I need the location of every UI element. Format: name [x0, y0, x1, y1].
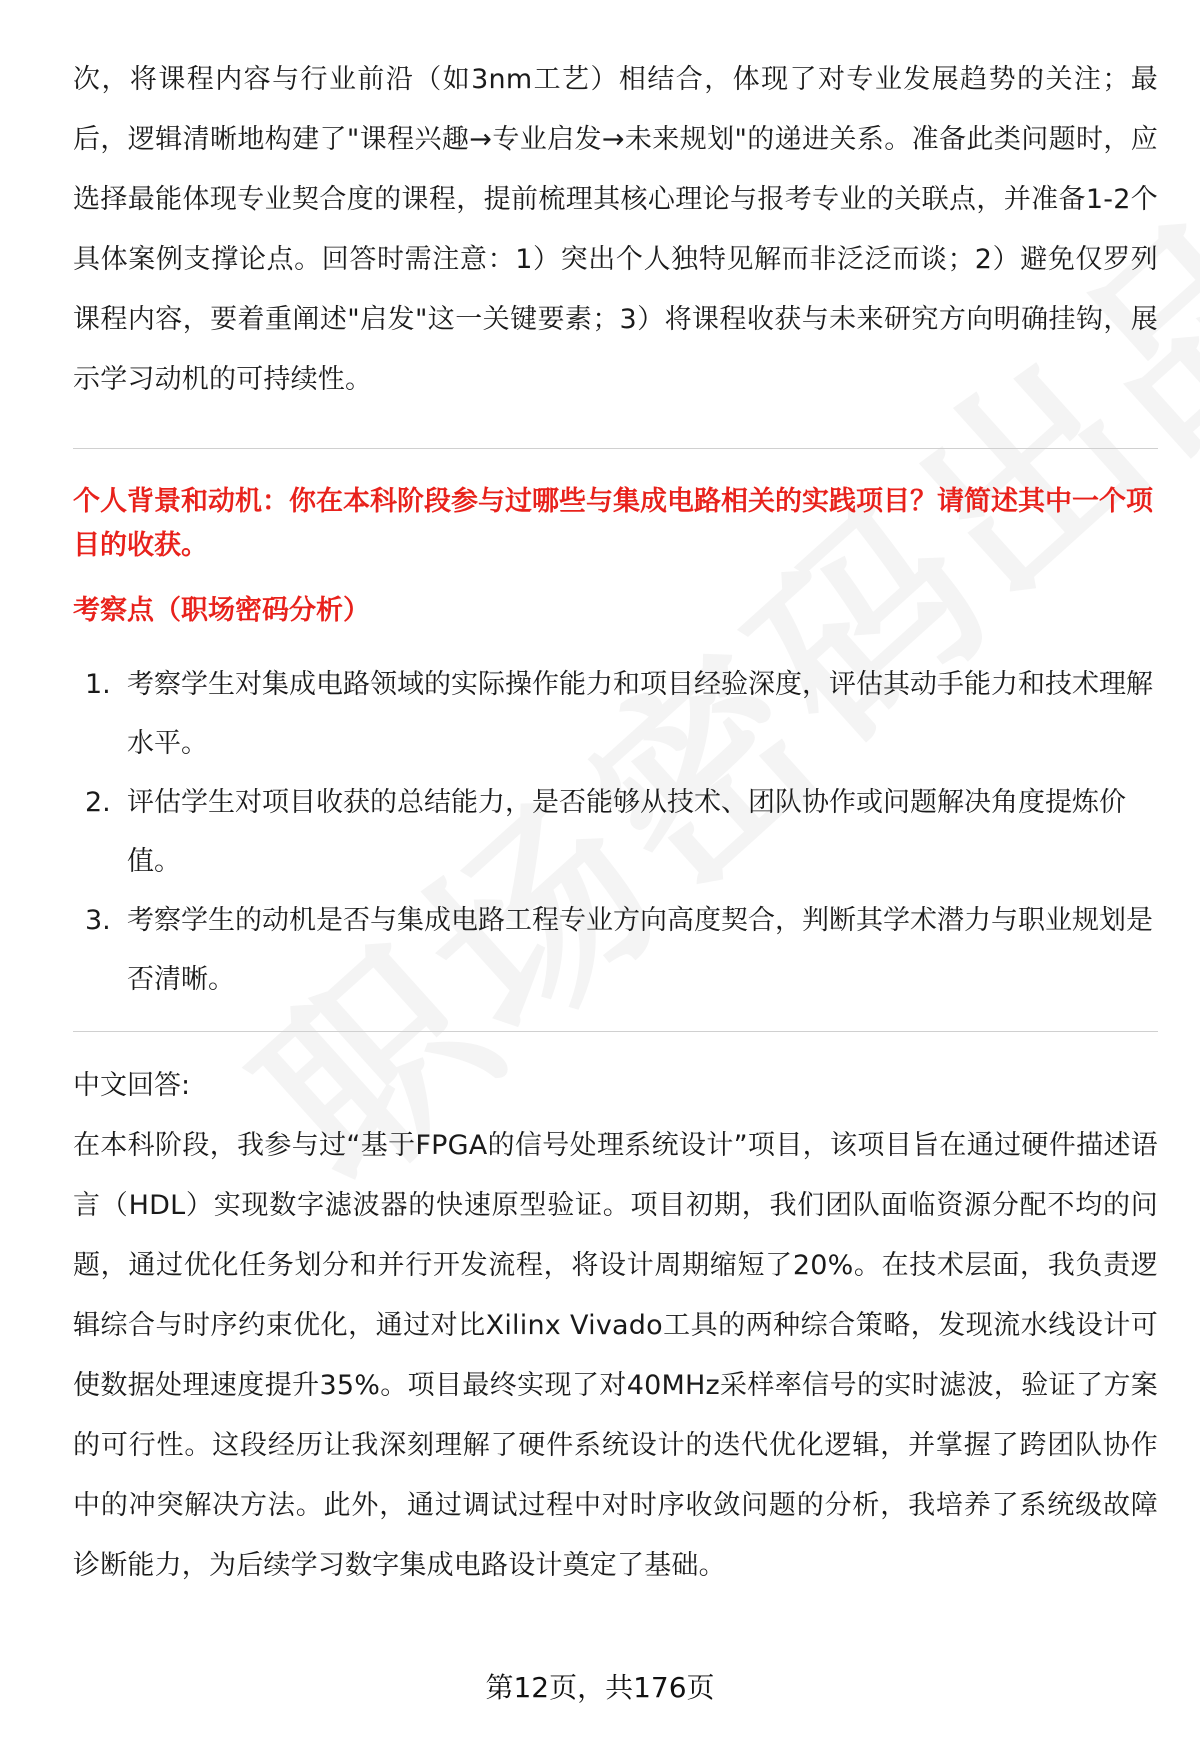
list-item-text: 考察学生的动机是否与集成电路工程专业方向高度契合，判断其学术潜力与职业规划是否清晰。 [127, 905, 1153, 995]
points-list [73, 655, 1158, 1009]
page-content [73, 50, 1158, 1596]
answer-label: 中文回答: [73, 1070, 191, 1101]
question-title: 个人背景和动机：你在本科阶段参与过哪些与集成电路相关的实践项目？请简述其中一个项目的收获。 [73, 486, 1153, 561]
list-item-number: 1. [85, 669, 111, 700]
list-item-number: 3. [85, 905, 111, 936]
list-item [73, 773, 1158, 891]
points-title: 考察点（职场密码分析） [73, 595, 370, 626]
list-item [73, 891, 1158, 1009]
list-item [73, 655, 1158, 773]
intro-paragraph: 次，将课程内容与行业前沿（如3nm工艺）相结合，体现了对专业发展趋势的关注；最后，逻辑清晰地构建了"课程兴趣→专业启发→未来规划"的递进关系。准备此类问题时，应选择最能体现专业契合度的课程，提前梳理其核心理论与报考专业的关联点，并准备1-2个具体案例支撑论点。回答时需注意：1）突出个人独特见解而非泛泛而谈；2）避免仅罗列课程内容，要着重阐述"启发"这一关键要素；3）将课程收获与未来研究方向明确挂钩，展示学习动机的可持续性。 [73, 64, 1158, 395]
list-item-text: 评估学生对项目收获的总结能力，是否能够从技术、团队协作或问题解决角度提炼价值。 [127, 787, 1126, 877]
page-number: 第12页，共176页 [485, 1671, 715, 1704]
list-item-text: 考察学生对集成电路领域的实际操作能力和项目经验深度，评估其动手能力和技术理解水平。 [127, 669, 1153, 759]
answer-paragraph: 在本科阶段，我参与过“基于FPGA的信号处理系统设计”项目，该项目旨在通过硬件描述语言（HDL）实现数字滤波器的快速原型验证。项目初期，我们团队面临资源分配不均的问题，通过优化任务划分和并行开发流程，将设计周期缩短了20%。在技术层面，我负责逻辑综合与时序约束优化，通过对比Xilinx Vivado工具的两种综合策略，发现流水线设计可使数据处理速度提升35%。项目最终实现了对40MHz采样率信号的实时滤波，验证了方案的可行性。这段经历让我深刻理解了硬件系统设计的迭代优化逻辑，并掌握了跨团队协作中的冲突解决方法。此外，通过调试过程中对时序收敛问题的分析，我培养了系统级故障诊断能力，为后续学习数字集成电路设计奠定了基础。 [73, 1130, 1158, 1581]
list-item-number: 2. [85, 787, 111, 818]
